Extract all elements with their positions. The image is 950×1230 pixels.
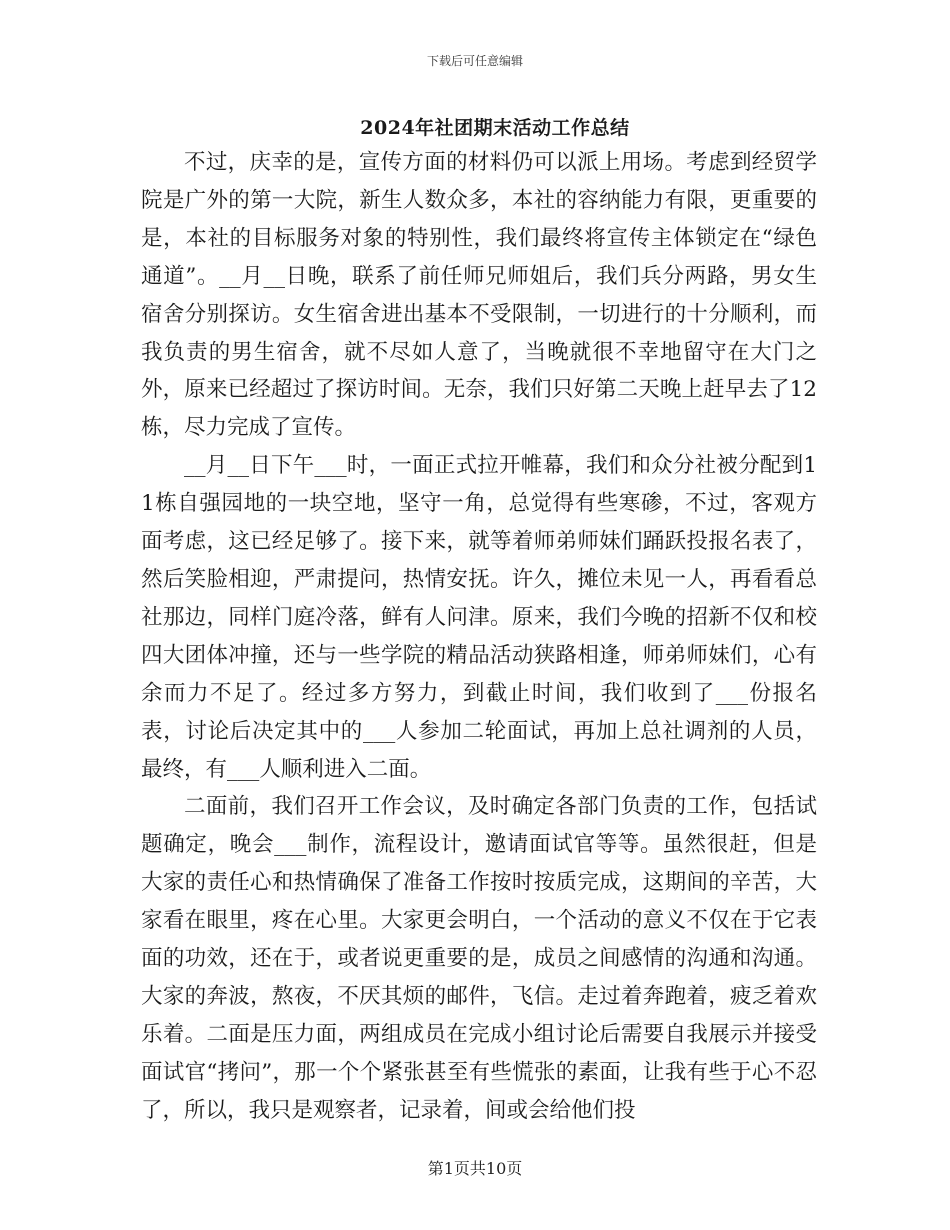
paragraph-3: 二面前，我们召开工作会议，及时确定各部门负责的工作，包括试题确定，晚会___制作，流程设计，邀请面试官等等。虽然很赶，但是大家的责任心和热情确保了准备工作按时按质完成，这期间的辛苦，大家看在眼里，疼在心里。大家更会明白，一个活动的意义不仅在于它表面的功效，还在于，或者说更重要的是，成员之间感情的沟通和沟通。大家的奔波，熬夜，不厌其烦的邮件，飞信。走过着奔跑着，疲乏着欢乐着。二面是压力面，两组成员在完成小组讨论后需要自我展示并接受面试官“拷问”，那一个个紧张甚至有些慌张的素面，让我有些于心不忍了，所以，我只是观察者，记录着，间或会给他们投 [141,794,817,1123]
page-footer: 第1页共10页 [427,1159,523,1178]
page-header-note: 下载后可任意编辑 [426,54,523,68]
paragraph-2: __月__日下午___时，一面正式拉开帷幕，我们和众分社被分配到11栋自强园地的一块空地，坚守一角，总觉得有些寒碜，不过，客观方面考虑，这已经足够了。接下来，就等着师弟师妹们踊跃投报名表了，然后笑脸相迎，严肃提问，热情安抚。许久，摊位未见一人，再看看总社那边，同样门庭冷落，鲜有人问津。原来，我们今晚的招新不仅和校四大团体冲撞，还与一些学院的精品活动狭路相逢，师弟师妹们，心有余而力不足了。经过多方努力，到截止时间，我们收到了___份报名表，讨论后决定其中的___人参加二轮面试，再加上总社调剂的人员，最终，有___人顺利进入二面。 [141,453,817,782]
paragraph-1: 不过，庆幸的是，宣传方面的材料仍可以派上用场。考虑到经贸学院是广外的第一大院，新生人数众多，本社的容纳能力有限，更重要的是，本社的目标服务对象的特别性，我们最终将宣传主体锁定在“绿色通道”。__月__日晚，联系了前任师兄师姐后，我们兵分两路，男女生宿舍分别探访。女生宿舍进出基本不受限制，一切进行的十分顺利，而我负责的男生宿舍，就不尽如人意了，当晚就很不幸地留守在大门之外，原来已经超过了探访时间。无奈，我们只好第二天晚上赶早去了12栋，尽力完成了宣传。 [141,150,817,441]
document-body [141,144,817,1130]
document-title: 2024年社团期末活动工作总结 [360,117,630,139]
